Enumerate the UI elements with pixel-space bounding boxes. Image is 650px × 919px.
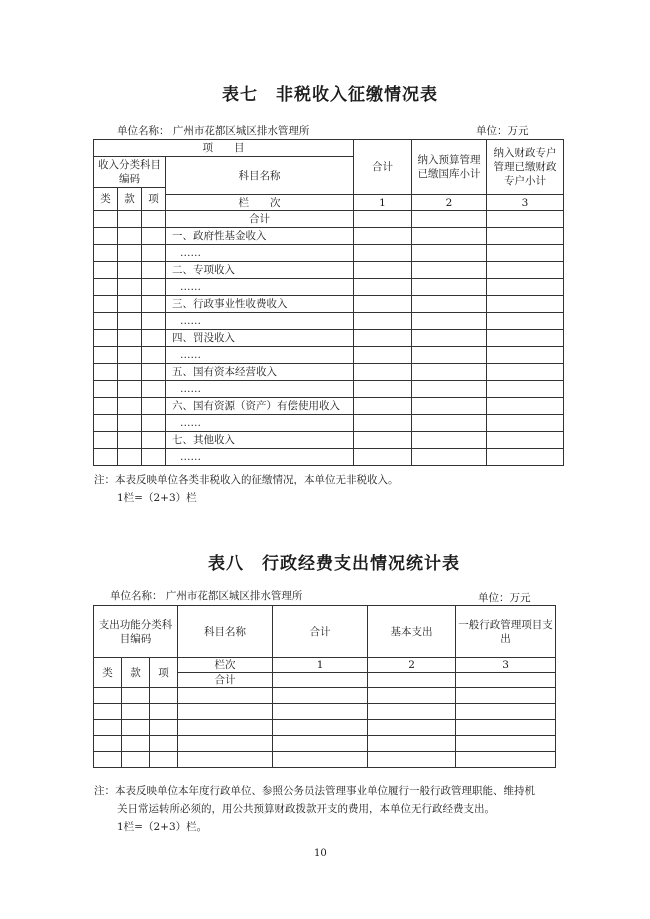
table-row: [94, 720, 556, 736]
table8-title: 表八 行政经费支出情况统计表: [208, 554, 460, 574]
table7-row-label: ……: [166, 381, 354, 398]
table-row: [94, 449, 564, 466]
table-row: [94, 262, 564, 279]
table7-title: 表七 非税收入征缴情况表: [222, 85, 438, 105]
table7-note: 注：本表反映单位各类非税收入的征缴情况，本单位无非税收入。: [94, 474, 399, 486]
table7-row-label: ……: [166, 347, 354, 364]
table8-row-total: 合计: [178, 673, 273, 688]
table7-row-label: 六、国有资源（资产）有偿使用收入: [166, 398, 354, 415]
table-row: [94, 432, 564, 449]
table-row: [94, 228, 564, 245]
table8-header-kuan: 款: [122, 658, 150, 688]
table7-row-label: ……: [166, 449, 354, 466]
table-row: [94, 330, 564, 347]
table8-col-3: 3: [456, 658, 556, 673]
table7-header-items: 项 目: [94, 140, 354, 157]
table8-header-xiang: 项: [150, 658, 178, 688]
table-row: [94, 381, 564, 398]
table8-col-2: 2: [368, 658, 456, 673]
table-row: [94, 296, 564, 313]
table7-row-label: 五、国有资本经营收入: [166, 364, 354, 381]
table8-formula: 1栏=（2+3）栏。: [117, 821, 208, 833]
table-row: [94, 398, 564, 415]
table8-money-unit: 单位：万元: [478, 592, 531, 604]
table7-row-label: ……: [166, 245, 354, 262]
table-row: [94, 364, 564, 381]
table8-header-general: 一般行政管理项目支出: [456, 606, 556, 658]
table-row: [94, 245, 564, 262]
table-row: [94, 313, 564, 330]
table7-unit-name: [117, 123, 309, 138]
table7-row-label: ……: [166, 279, 354, 296]
table-row: [94, 347, 564, 364]
table7-row-label: 三、行政事业性收费收入: [166, 296, 354, 313]
table8-header-lei: 类: [94, 658, 122, 688]
table7-header-kuan: 款: [118, 188, 142, 211]
table8-header-total: 合计: [273, 606, 368, 658]
page-number: 10: [314, 848, 327, 859]
table8: [93, 605, 556, 768]
table-row: [94, 736, 556, 752]
table8-unit-label: 单位名称：: [110, 590, 163, 602]
table7-header-subject: 科目名称: [166, 157, 354, 195]
table7-row-label: ……: [166, 415, 354, 432]
table-row: [94, 279, 564, 296]
table8-note-line1: 注：本表反映单位本年度行政单位、参照公务员法管理事业单位履行一般行政管理职能、维持机: [94, 785, 535, 797]
table7-row-label: 一、政府性基金收入: [166, 228, 354, 245]
table-row: [94, 752, 556, 768]
table7-formula: 1栏=（2+3）栏: [117, 492, 197, 504]
table8-header-subject: 科目名称: [178, 606, 273, 658]
table-row: [94, 704, 556, 720]
table7-money-unit: 单位：万元: [476, 125, 529, 137]
table7-unit-label: 单位名称：: [117, 125, 170, 137]
table8-header-class-code: 支出功能分类科目编码: [94, 606, 178, 658]
table7: [93, 139, 564, 466]
table8-unit-name: [110, 588, 302, 603]
table7-header-xiang: 项: [142, 188, 166, 211]
table7-row-label: 四、罚没收入: [166, 330, 354, 347]
table7-col-1: 1: [354, 195, 412, 211]
table7-row-label: 二、专项收入: [166, 262, 354, 279]
table7-col-3: 3: [487, 195, 564, 211]
table7-header-class-code: 收入分类科目编码: [94, 157, 166, 188]
table7-row-total: 合计: [166, 211, 354, 228]
table-row: [94, 688, 556, 704]
table8-header-basic: 基本支出: [368, 606, 456, 658]
table-row: [94, 211, 564, 228]
table7-header-total: 合计: [354, 140, 412, 195]
table8-note-line2: 关日常运转所必须的，用公共预算财政拨款开支的费用，本单位无行政经费支出。: [117, 803, 495, 815]
table7-unit-value: 广州市花都区城区排水管理所: [172, 125, 310, 137]
table7-row-label: 七、其他收入: [166, 432, 354, 449]
table8-unit-value: 广州市花都区城区排水管理所: [165, 590, 303, 602]
table8-col-label: 栏次: [178, 658, 273, 673]
table7-header-special: 纳入财政专户管理已缴财政专户小计: [487, 140, 564, 195]
table7-row-label: ……: [166, 313, 354, 330]
table7-header-lei: 类: [94, 188, 118, 211]
table7-header-budget: 纳入预算管理已缴国库小计: [412, 140, 487, 195]
table8-col-1: 1: [273, 658, 368, 673]
table7-col-label: 栏 次: [166, 195, 354, 211]
table-row: [94, 415, 564, 432]
table7-col-2: 2: [412, 195, 487, 211]
